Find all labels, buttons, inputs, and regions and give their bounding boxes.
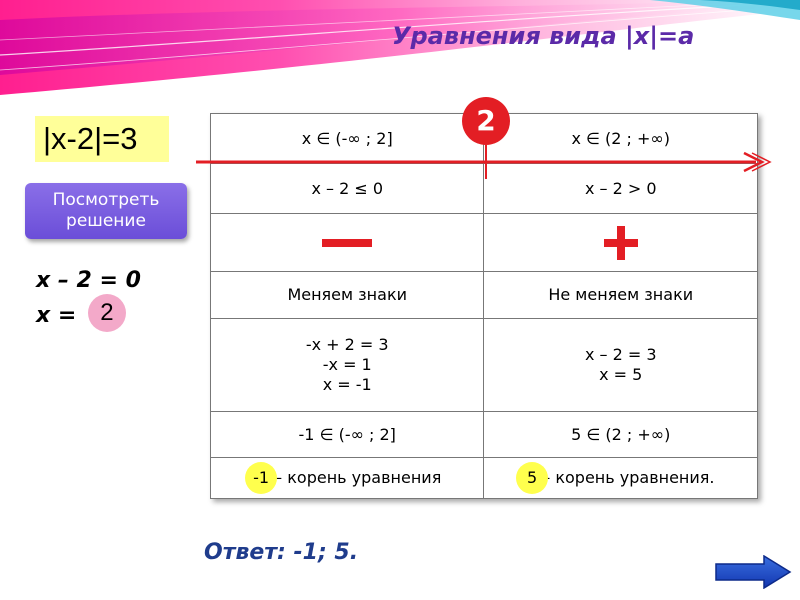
rule-left: Меняем знаки: [211, 272, 484, 319]
equations-left: [211, 319, 484, 412]
solve-step-root-prefix: x =: [36, 303, 77, 328]
root-highlight-left: -1: [253, 468, 270, 487]
equation-label: |x-2|=3: [35, 116, 169, 162]
condition-left: x – 2 ≤ 0: [211, 164, 484, 214]
decorative-banner: [0, 0, 800, 110]
membership-left: -1 ∈ (-∞ ; 2]: [211, 412, 484, 458]
solve-step-root: [36, 300, 126, 332]
table-row: [211, 214, 758, 272]
equations-right: [484, 319, 758, 412]
minus-sign-icon: [322, 239, 372, 247]
table-row: [211, 458, 758, 499]
next-arrow-icon[interactable]: [714, 555, 792, 589]
answer-text: Ответ: -1; 5.: [204, 540, 359, 565]
equation-line: -x + 2 = 3: [305, 335, 389, 354]
table-row: [211, 319, 758, 412]
root-circle: 2: [88, 294, 126, 332]
root-text-right: – корень уравнения.: [537, 468, 715, 487]
table-row: [211, 272, 758, 319]
root-conclusion-left: [211, 458, 484, 499]
sign-cell-right: [484, 214, 758, 272]
condition-right: x – 2 > 0: [484, 164, 758, 214]
table-row: [211, 412, 758, 458]
root-text-left: – корень уравнения: [269, 468, 442, 487]
point-marker: 2: [462, 97, 510, 145]
interval-left: x ∈ (-∞ ; 2]: [211, 114, 484, 164]
page-title: Уравнения вида |x|=a: [392, 22, 695, 50]
interval-right: x ∈ (2 ; +∞): [484, 114, 758, 164]
table-row: [211, 164, 758, 214]
solution-table: [210, 113, 758, 499]
show-solution-label-line2: решение: [66, 211, 146, 231]
plus-sign-icon: [604, 226, 638, 260]
sign-cell-left: [211, 214, 484, 272]
equation-line: x – 2 = 3: [584, 345, 657, 364]
rule-right: Не меняем знаки: [484, 272, 758, 319]
show-solution-label-line1: Посмотреть: [52, 190, 160, 210]
solve-step-zero: x – 2 = 0: [36, 268, 141, 293]
membership-right: 5 ∈ (2 ; +∞): [484, 412, 758, 458]
show-solution-button[interactable]: [25, 183, 187, 239]
equation-line: -x = 1: [322, 355, 372, 374]
root-highlight-right: 5: [526, 468, 538, 487]
equation-line: x = -1: [322, 375, 372, 394]
root-conclusion-right: [484, 458, 758, 499]
equation-line: x = 5: [599, 365, 643, 384]
